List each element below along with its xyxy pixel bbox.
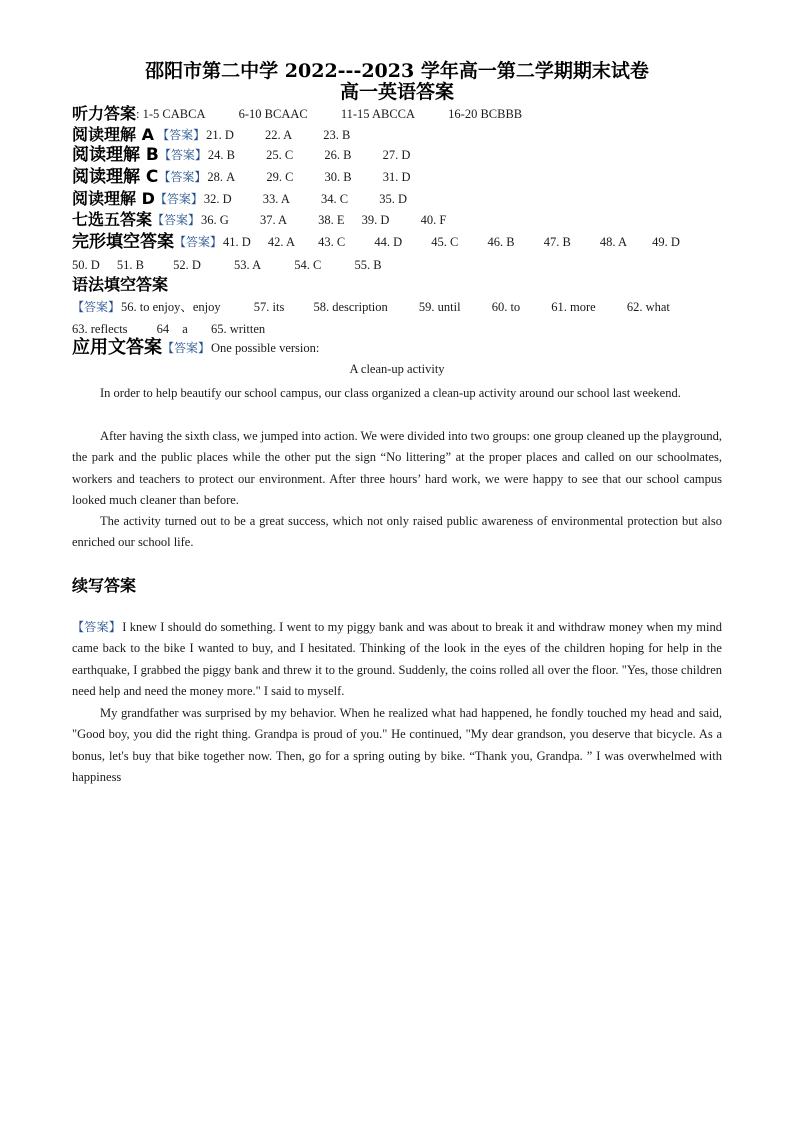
answer-41: 41. D [223, 235, 251, 249]
seven-five-label: 七选五答案 [72, 210, 153, 229]
answer-34: 34. C [321, 192, 349, 206]
essay-title: A clean-up activity [349, 362, 445, 376]
answer-43: 43. C [318, 235, 346, 249]
reading-a-row [72, 125, 350, 145]
exam-subtitle: 高一英语答案 [339, 81, 454, 103]
grammar-row-1 [72, 297, 670, 317]
answer-tag: 【答案】 [158, 170, 207, 184]
answer-38: 38. E [318, 213, 345, 227]
answer-49: 49. D [652, 235, 680, 249]
writing-intro: One possible version: [211, 341, 320, 355]
answer-24: 24. B [207, 148, 235, 162]
answer-32: 32. D [203, 192, 232, 206]
answer-tag: 【答案】 [174, 235, 223, 249]
answer-54: 54. C [294, 258, 322, 272]
continuation-label: 续写答案 [72, 576, 137, 595]
reading-c-row [72, 167, 411, 187]
seven-five-row [72, 210, 446, 230]
answer-tag: 【答案】 [154, 192, 203, 206]
reading-a-label: 阅读理解 A [72, 125, 154, 144]
continuation-paragraph-1 [72, 617, 722, 702]
answer-47: 47. B [543, 235, 571, 249]
cloze-label: 完形填空答案 [72, 232, 174, 252]
listening-group-4: 16-20 BCBBB [448, 107, 523, 121]
answer-55: 55. B [354, 258, 382, 272]
answer-tag: 【答案】 [162, 341, 211, 355]
listening-colon: : [136, 107, 140, 121]
listening-answers-row [72, 104, 522, 124]
essay-paragraph-3: The activity turned out to be a great success, which not only raised public awareness of environmental protection but also enriched our school life. [72, 514, 722, 550]
essay-paragraph-1: In order to help beautify our school campus, our class organized a clean-up activity around our school last weekend. [100, 386, 681, 400]
answer-23: 23. B [323, 128, 351, 142]
answer-31: 31. D [382, 170, 411, 184]
answer-42: 42. A [267, 235, 296, 249]
grammar-row-2 [72, 319, 265, 339]
continuation-paragraph-2: My grandfather was surprised by my behavior. When he realized what had happened, he fondly touched my head and said, "Good boy, you did the right thing. Grandpa is proud of you." He continued, "My dear grandson, you deserve that bicycle. As a bonus, let's buy that bike together now. Then, go for a spring outing by bike. “Thank you, Grandpa. ” I was overwhelmed with happiness [72, 706, 722, 784]
answer-58: 58. description [313, 300, 388, 314]
answer-36: 36. G [201, 213, 229, 227]
answer-63: 63. reflects [72, 322, 128, 336]
answer-37: 37. A [259, 213, 288, 227]
answer-50: 50. D [72, 258, 100, 272]
answer-30: 30. B [324, 170, 352, 184]
answer-40: 40. F [420, 213, 447, 227]
grammar-heading-row [72, 275, 168, 295]
exam-title: 邵阳市第二中学 2022---2023 学年高一第二学期期末试卷 [145, 60, 649, 82]
answer-21: 21. D [206, 128, 234, 142]
answer-59: 59. until [418, 300, 461, 314]
answer-60: 60. to [491, 300, 521, 314]
answer-62: 62. what [626, 300, 670, 314]
answer-39: 39. D [361, 213, 390, 227]
answer-57: 57. its [253, 300, 285, 314]
reading-d-row [72, 189, 407, 209]
reading-b-label: 阅读理解 B [72, 145, 159, 165]
cloze-row-1 [72, 232, 680, 252]
answer-51: 51. B [116, 258, 144, 272]
answer-65: 65. written [210, 322, 266, 336]
answer-26: 26. B [324, 148, 352, 162]
answer-44: 44. D [374, 235, 403, 249]
answer-28: 28. A [207, 170, 236, 184]
reading-b-row [72, 145, 410, 165]
answer-56: 56. to enjoy、enjoy [121, 300, 221, 314]
answer-tag: 【答案】 [72, 300, 121, 314]
answer-61: 61. more [551, 300, 596, 314]
writing-heading-row [72, 338, 319, 358]
answer-tag: 【答案】 [152, 213, 201, 227]
answer-33: 33. A [262, 192, 290, 206]
essay-paragraph-2: After having the sixth class, we jumped into action. We were divided into two groups: one group cleaned up the playground, the park and the public places while the other put the sign “No littering” at the proper places and called on our schoolmates, workers and teachers to protect our environment. After three hours’ hard work, we were happy to see that our school campus looked much cleaner than before. [72, 429, 722, 507]
answer-35: 35. D [379, 192, 407, 206]
answer-27: 27. D [382, 148, 411, 162]
listening-group-2: 6-10 BCAAC [238, 107, 308, 121]
reading-d-label: 阅读理解 D [72, 189, 155, 208]
answer-29: 29. C [266, 170, 294, 184]
answer-45: 45. C [431, 235, 459, 249]
answer-48: 48. A [599, 235, 628, 249]
listening-group-3: 11-15 ABCCA [340, 107, 416, 121]
answer-64-number: 64 [156, 322, 170, 336]
grammar-label: 语法填空答案 [72, 275, 169, 294]
answer-25: 25. C [266, 148, 294, 162]
listening-label: 听力答案 [72, 104, 137, 123]
answer-53: 53. A [234, 258, 262, 272]
answer-22: 22. A [265, 128, 293, 142]
answer-46: 46. B [487, 235, 515, 249]
cloze-row-2 [72, 255, 382, 275]
writing-label: 应用文答案 [72, 337, 162, 358]
answer-tag: 【答案】 [157, 128, 206, 142]
answer-64: a [182, 322, 188, 336]
answer-52: 52. D [173, 258, 201, 272]
answer-tag: 【答案】 [158, 148, 207, 162]
continuation-text-1: I knew I should do something. I went to my piggy bank and was about to break it and withdraw money when my mind came back to the bike I wanted to buy, and I hesitated. Thinking of the look in the eyes of the children hoping for help in the earthquake, I grabbed the piggy bank and threw it to the ground. Suddenly, the coins rolled all over the floor. "Yes, those children need help and need the money more." I said to myself. [72, 620, 722, 698]
reading-c-label: 阅读理解 C [72, 167, 159, 187]
listening-group-1: 1-5 CABCA [142, 107, 206, 121]
answer-tag: 【答案】 [72, 620, 122, 634]
